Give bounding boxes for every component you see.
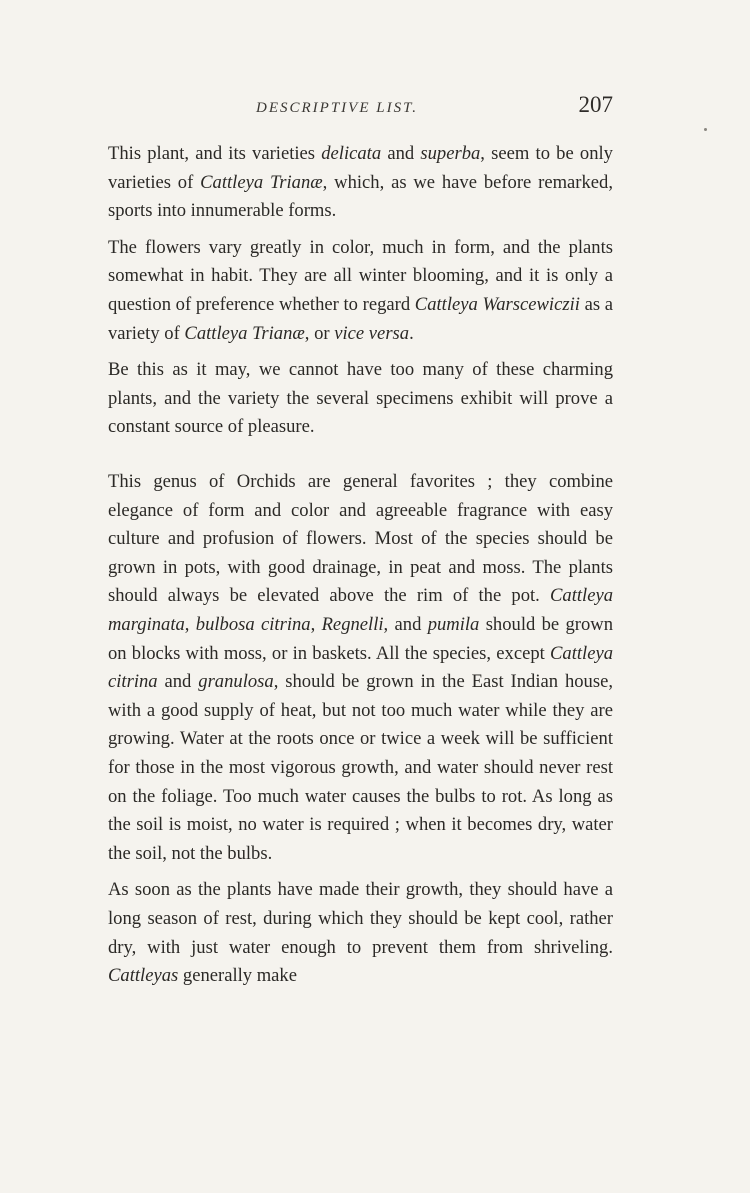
paragraph-2 (108, 234, 613, 348)
running-head: DESCRIPTIVE LIST. (256, 100, 419, 116)
text-section-2 (108, 468, 613, 999)
paragraph-4 (108, 468, 613, 868)
page-header (108, 92, 613, 126)
italic-term: Cattleya Warscewiczii (414, 293, 580, 315)
italic-term: Cattleya Trianæ (200, 171, 323, 193)
text-section-1 (108, 140, 613, 450)
text-run: This genus of Orchids are general favorites ; they combine elegance of form and color and agreeable fragrance with easy culture and profusion of flowers. Most of the species should be grown in pots, with good drainage, in peat and moss. The plants should always be elevated above the rim of the pot. (108, 471, 613, 607)
text-run: , which, as we have before remarked, sports into innumerable forms. (108, 171, 613, 222)
text-run: , or (304, 322, 335, 344)
italic-term: vice versa (334, 322, 410, 344)
text-run: generally make (178, 965, 297, 987)
text-run: Be this as it may, we cannot have too many of these charming plants, and the variety the several specimens exhibit will prove a constant source of pleasure. (108, 359, 613, 438)
text-run: , and (383, 613, 428, 635)
italic-term: Cattleya citrina (108, 642, 613, 693)
text-run: and (381, 143, 421, 164)
italic-term: Regnelli (321, 613, 384, 635)
text-run: The flowers vary greatly in color, much in form, and the plants somewhat in habit. They are all winter blooming, and it is only a question of preference whether to regard (108, 236, 613, 315)
italic-term: pumila (427, 613, 480, 635)
text-run: should be grown on blocks with moss, or in baskets. All the species, except (108, 613, 613, 664)
paragraph-5 (108, 876, 613, 990)
italic-term: delicata (321, 143, 382, 164)
paragraph-3 (108, 356, 613, 442)
italic-term: citrina (261, 613, 311, 635)
text-run: , (184, 613, 196, 635)
italic-term: Cattleya Trianæ (184, 322, 305, 344)
italic-term: Cattleyas (108, 965, 179, 987)
text-run: , seem to be only varieties of (108, 143, 613, 193)
text-run: , (310, 613, 322, 635)
italic-term: Cattleya marginata (108, 585, 613, 635)
text-run: as a variety of (108, 293, 614, 344)
italic-term: bulbosa (195, 613, 255, 635)
text-run: . (409, 322, 414, 344)
italic-term: granulosa (198, 671, 274, 693)
paragraph-1 (108, 140, 613, 226)
paper-speck (704, 128, 707, 131)
text-run: As soon as the plants have made their growth, they should have a long season of rest, during which they should be kept cool, rather dry, with just water enough to prevent them from shriveling. (108, 879, 613, 958)
italic-term: superba (420, 143, 481, 164)
text-run: , should be grown in the East Indian house, with a good supply of heat, but not too much water while they are growing. Water at the roots once or twice a week will be sufficient for those in the most vigorous growth, and water should never rest on the foliage. Too much water causes the bulbs to rot. As long as the soil is moist, no water is required ; when it becomes dry, water the soil, not the bulbs. (108, 671, 613, 864)
text-run: and (157, 671, 199, 693)
page-number: 207 (578, 92, 613, 117)
text-run: This plant, and its varieties (108, 143, 322, 164)
